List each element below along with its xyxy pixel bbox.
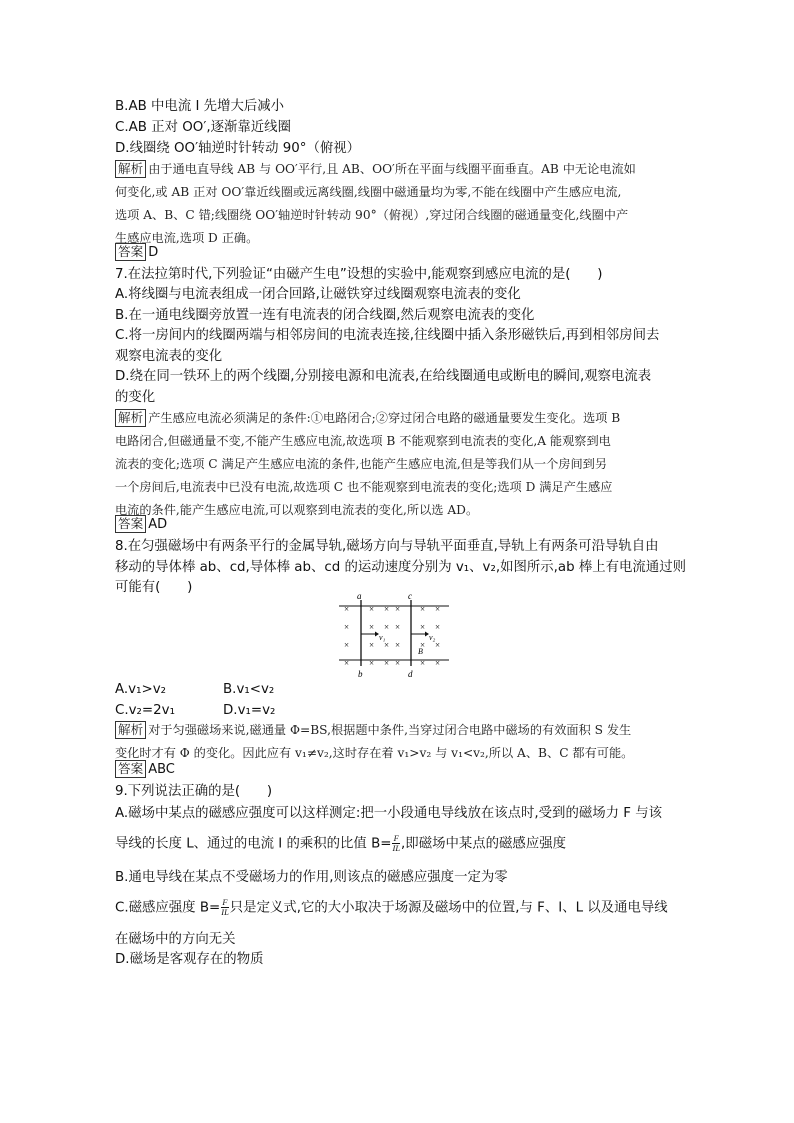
label-b: b xyxy=(358,669,363,679)
q9-option-d: D.磁场是客观存在的物质 xyxy=(115,952,264,967)
q9-option-a-line-2: 导线的长度 L、通过的电流 I 的乘积的比值 B= $\frac{F}{IL}$ ,即磁场中某点的磁感应强度 xyxy=(115,833,566,853)
field-cross: × xyxy=(435,640,441,650)
answer-tag: 答案 xyxy=(115,243,146,261)
q6-analysis-line-1: 解析 由于通电直导线 AB 与 OO′平行,且 AB、OO′所在平面与线圈平面垂直。AB 中无论电流如 xyxy=(115,158,636,180)
q9-option-a-line-1: A.磁场中某点的磁感应强度可以这样测定:把一小段通电导线放在该点时,受到的磁场力 F 与该 xyxy=(115,806,663,821)
q6-analysis-line-3: 选项 A、B、C 错;线圈绕 OO′轴逆时针转动 90°（俯视）,穿过闭合线圈的磁通量变化,线圈中产 xyxy=(115,208,629,222)
field-cross: × xyxy=(369,604,375,614)
q8-options-row-2 xyxy=(115,701,275,721)
field-cross: × xyxy=(384,604,390,614)
field-cross: × xyxy=(344,622,350,632)
label-v1: v₁ xyxy=(379,633,386,642)
q8-analysis-line-2: 变化时才有 Φ 的变化。因此应有 v₁≠v₂,这时存在着 v₁>v₂ 与 v₁<v₂,所以 A、B、C 都有可能。 xyxy=(115,746,634,760)
q7-option-a: A.将线圈与电流表组成一闭合回路,让磁铁穿过线圈观察电流表的变化 xyxy=(115,287,521,302)
q8-option-c: C.v₂=2v₁ xyxy=(115,703,175,718)
field-cross: × xyxy=(420,604,426,614)
answer-tag: 答案 xyxy=(115,760,146,778)
q9-stem: 9.下列说法正确的是( ) xyxy=(115,784,273,799)
q6-option-d: D.线圈绕 OO′轴逆时针转动 90°（俯视） xyxy=(115,141,361,156)
q8-option-b: B.v₁<v₂ xyxy=(223,682,275,697)
label-B: B xyxy=(418,647,423,656)
q7-option-d-line-1: D.绕在同一铁环上的两个线圈,分别接电源和电流表,在给线圈通电或断电的瞬间,观察电流表 xyxy=(115,369,652,384)
q8-answer-value: ABC xyxy=(148,762,175,777)
q8-analysis-line-1: 解析 对于匀强磁场来说,磁通量 Φ=BS,根据题中条件,当穿过闭合电路中磁场的有效面积 S 发生 xyxy=(115,719,631,741)
q7-analysis-line-3: 流表的变化;选项 C 满足产生感应电流的条件,也能产生感应电流,但是等我们从一个房间到另 xyxy=(115,457,608,471)
fraction-f-over-il: $\frac{F}{IL}$ xyxy=(392,833,401,853)
q7-analysis-line-2: 电路闭合,但磁通量不变,不能产生感应电流,故选项 B 不能观察到电流表的变化,A 能观察到电 xyxy=(115,434,611,448)
label-a: a xyxy=(357,591,362,601)
field-cross: × xyxy=(435,658,441,668)
field-cross: × xyxy=(395,640,401,650)
q9-option-c-line-1: C.磁感应强度 B= $\frac{F}{IL}$ 只是定义式,它的大小取决于场源及磁场中的位置,与 F、I、L 以及通电导线 xyxy=(115,897,668,917)
q8-option-d: D.v₁=v₂ xyxy=(223,703,276,718)
field-cross: × xyxy=(435,604,441,614)
q6-option-c: C.AB 正对 OO′,逐渐靠近线圈 xyxy=(115,120,291,135)
q9-option-c-line-2: 在磁场中的方向无关 xyxy=(115,932,236,947)
fraction-f-over-il: $\frac{F}{IL}$ xyxy=(221,897,229,917)
field-cross: × xyxy=(395,622,401,632)
q7-analysis-line-4: 一个房间后,电流表中已没有电流,故选项 C 也不能观察到电流表的变化;选项 D 满足产生感应 xyxy=(115,480,613,494)
q6-option-b: B.AB 中电流 I 先增大后减小 xyxy=(115,99,285,114)
q8-answer xyxy=(115,760,175,779)
q7-answer xyxy=(115,515,167,534)
field-cross: × xyxy=(344,640,350,650)
q7-answer-value: AD xyxy=(148,517,168,532)
q8-option-a: A.v₁>v₂ xyxy=(115,682,166,697)
q7-option-d-line-2: 的变化 xyxy=(115,390,156,405)
q7-analysis-line-5: 电流的条件,能产生感应电流,可以观察到电流表的变化,所以选 AD。 xyxy=(115,503,479,517)
field-cross: × xyxy=(420,640,426,650)
answer-tag: 答案 xyxy=(115,515,146,533)
q8-stem-line-3: 可能有( ) xyxy=(115,580,193,595)
q6-answer xyxy=(115,243,158,262)
analysis-tag: 解析 xyxy=(115,409,146,427)
q6-answer-value: D xyxy=(148,245,159,260)
q7-option-c-line-2: 观察电流表的变化 xyxy=(115,349,223,364)
label-d: d xyxy=(408,669,413,679)
field-cross: × xyxy=(435,622,441,632)
q7-analysis-line-1: 解析 产生感应电流必须满足的条件:①电路闭合;②穿过闭合电路的磁通量要发生变化。选项 B xyxy=(115,407,620,429)
field-cross: × xyxy=(384,640,390,650)
analysis-tag: 解析 xyxy=(115,721,146,739)
q9-option-b: B.通电导线在某点不受磁场力的作用,则该点的磁感应强度一定为零 xyxy=(115,870,508,885)
label-v2: v₂ xyxy=(429,633,436,642)
q8-stem-line-2: 移动的导体棒 ab、cd,导体棒 ab、cd 的运动速度分别为 v₁、v₂,如图所示,ab 棒上有电流通过则 xyxy=(115,560,686,575)
field-cross: × xyxy=(420,658,426,668)
field-cross: × xyxy=(395,658,401,668)
field-cross: × xyxy=(344,604,350,614)
q7-stem: 7.在法拉第时代,下列验证“由磁产生电”设想的实验中,能观察到感应电流的是( ) xyxy=(115,267,603,282)
q6-analysis-line-4: 生感应电流,选项 D 正确。 xyxy=(115,231,259,245)
field-cross: × xyxy=(369,640,375,650)
label-c: c xyxy=(408,591,412,601)
field-cross: × xyxy=(420,622,426,632)
field-cross: × xyxy=(369,622,375,632)
field-cross: × xyxy=(369,658,375,668)
q6-analysis-line-2: 何变化,或 AB 正对 OO′靠近线圈或远离线圈,线圈中磁通量均为零,不能在线圈中产生感应电流, xyxy=(115,185,622,199)
q7-option-b: B.在一通电线圈旁放置一连有电流表的闭合线圈,然后观察电流表的变化 xyxy=(115,308,535,323)
field-cross: × xyxy=(344,658,350,668)
analysis-tag: 解析 xyxy=(115,160,146,178)
q8-options-row-1 xyxy=(115,680,274,700)
rails-figure xyxy=(335,590,455,680)
field-cross: × xyxy=(395,604,401,614)
q8-stem-line-1: 8.在匀强磁场中有两条平行的金属导轨,磁场方向与导轨平面垂直,导轨上有两条可沿导轨自由 xyxy=(115,539,659,554)
field-cross: × xyxy=(384,622,390,632)
field-cross: × xyxy=(384,658,390,668)
q7-option-c-line-1: C.将一房间内的线圈两端与相邻房间的电流表连接,往线圈中插入条形磁铁后,再到相邻房间去 xyxy=(115,328,660,343)
